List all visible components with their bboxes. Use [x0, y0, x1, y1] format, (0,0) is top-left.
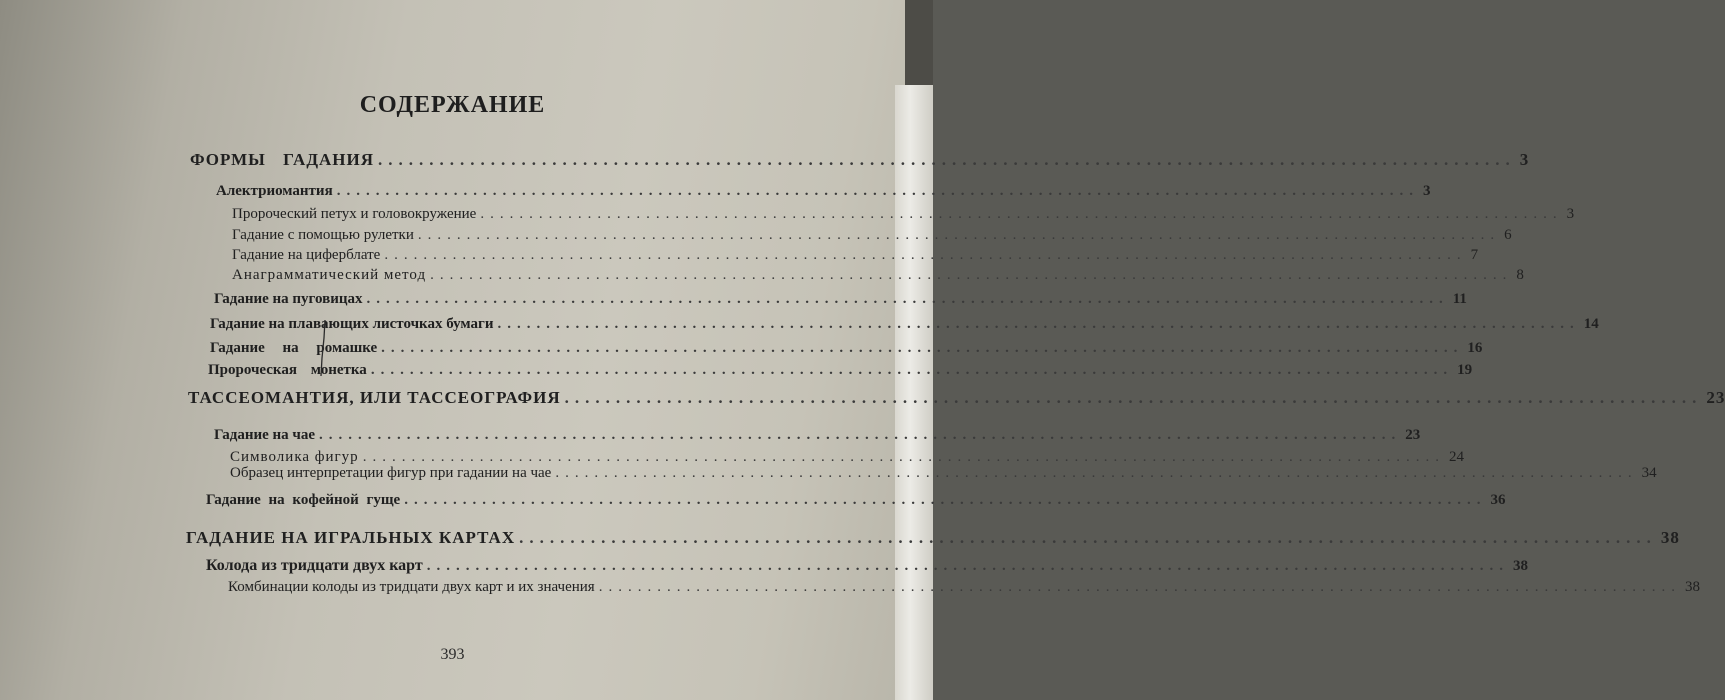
toc-entry-label: Гадание на ромашке	[210, 340, 378, 356]
toc-entry-page: 34	[1641, 465, 1657, 481]
toc-entry	[216, 181, 1431, 201]
toc-entry	[206, 490, 1506, 510]
toc-entry-label: Образец интерпретации фигур при гадании на чае	[230, 465, 552, 481]
toc-entry-label: ФОРМЫ ГАДАНИЯ	[190, 150, 375, 169]
toc-entry	[232, 225, 1512, 245]
dot-leader: ...............................................................................................................	[319, 427, 1402, 443]
toc-entry-page: 3	[1422, 183, 1431, 199]
toc-entry	[188, 388, 1725, 408]
toc-entry	[228, 577, 1700, 597]
toc-entry	[232, 265, 1524, 285]
dot-leader: ...............................................................................................................	[404, 492, 1487, 508]
toc-entry-label: Гадание на циферблате	[232, 247, 381, 263]
dot-leader: ...............................................................................................................	[336, 183, 1419, 199]
toc-entry	[232, 204, 1575, 224]
toc-entry-page: 11	[1452, 291, 1467, 307]
dot-leader: ...............................................................................................................	[497, 316, 1580, 332]
toc-entry-label: Гадание на плавающих листочках бумаги	[210, 316, 494, 332]
toc-entry-label: Символика фигур	[230, 449, 359, 465]
dot-leader: ...............................................................................................................	[381, 340, 1464, 356]
page-number: 393	[440, 646, 465, 663]
toc-entry-label: Гадание на пуговицах	[214, 291, 363, 307]
toc-entry-page: 3	[1566, 206, 1575, 222]
toc-entry	[206, 556, 1528, 576]
toc-entry-label: Гадание с помощью рулетки	[232, 227, 414, 243]
toc-entry	[232, 245, 1479, 265]
toc-entry-page: 36	[1490, 492, 1506, 508]
toc-entry	[214, 425, 1421, 445]
toc-entry-page: 24	[1448, 449, 1464, 465]
toc-entry-page: 14	[1583, 316, 1599, 332]
toc-entry	[230, 463, 1657, 483]
page-title: СОДЕРЖАНИЕ	[359, 92, 546, 118]
toc-entry-page: 38	[1684, 579, 1700, 595]
toc-entry-page: 23	[1405, 427, 1421, 443]
toc-entry	[210, 338, 1483, 358]
dot-leader: ...............................................................................................................	[555, 465, 1638, 481]
toc-entry-label: Колода из тридцати двух карт	[206, 557, 423, 574]
dot-leader: ...............................................................................................................	[370, 362, 1454, 378]
toc-entry-page: 6	[1504, 227, 1512, 243]
toc-entry	[208, 360, 1473, 380]
dot-leader: ...............................................................................................................	[384, 247, 1467, 263]
toc-entry-page: 7	[1470, 247, 1479, 263]
dot-leader: ...............................................................................................................	[378, 150, 1516, 169]
toc-entry-page: 8	[1516, 267, 1524, 283]
toc-entry-page: 3	[1519, 150, 1530, 169]
toc-entry	[190, 150, 1530, 170]
dot-leader: ...............................................................................................................	[430, 267, 1513, 283]
toc-entry-label: Гадание на кофейной гуще	[206, 492, 401, 508]
dot-leader: ...............................................................................................................	[480, 206, 1563, 222]
pen-stroke-mark	[319, 318, 329, 378]
toc-entry	[186, 528, 1680, 548]
toc-entry-label: Алектриомантия	[216, 183, 333, 199]
toc-entry	[210, 314, 1599, 334]
dot-leader: ...............................................................................................................	[598, 579, 1681, 595]
dot-leader: ...............................................................................................................	[417, 227, 1501, 243]
toc-entry-page: 38	[1660, 528, 1680, 547]
toc-entry	[214, 289, 1467, 309]
toc-entry-label: Комбинации колоды из тридцати двух карт и их значения	[228, 579, 595, 595]
dot-leader: ...............................................................................................................	[564, 388, 1703, 407]
toc-entry-page: 16	[1467, 340, 1483, 356]
toc-entry-page: 19	[1457, 362, 1473, 378]
toc-entry-label: Пророческий петух и головокружение	[232, 206, 477, 222]
toc-entry-label: Гадание на чае	[214, 427, 316, 443]
toc-entry-page: 38	[1512, 558, 1528, 574]
toc-entry-page: 23	[1706, 388, 1725, 407]
toc-entry-label: Пророческая монетка	[208, 362, 367, 378]
dot-leader: ...............................................................................................................	[519, 528, 1657, 547]
dot-leader: ...............................................................................................................	[362, 449, 1445, 465]
toc-entry-label: ТАССЕОМАНТИЯ, ИЛИ ТАССЕОГРАФИЯ	[188, 388, 561, 407]
dot-leader: ...............................................................................................................	[366, 291, 1449, 307]
dot-leader: ...............................................................................................................	[426, 558, 1509, 574]
toc-entry-label: Анаграмматический метод	[232, 267, 427, 283]
toc-entry-label: ГАДАНИЕ НА ИГРАЛЬНЫХ КАРТАХ	[186, 528, 516, 547]
background-corner	[905, 0, 933, 85]
